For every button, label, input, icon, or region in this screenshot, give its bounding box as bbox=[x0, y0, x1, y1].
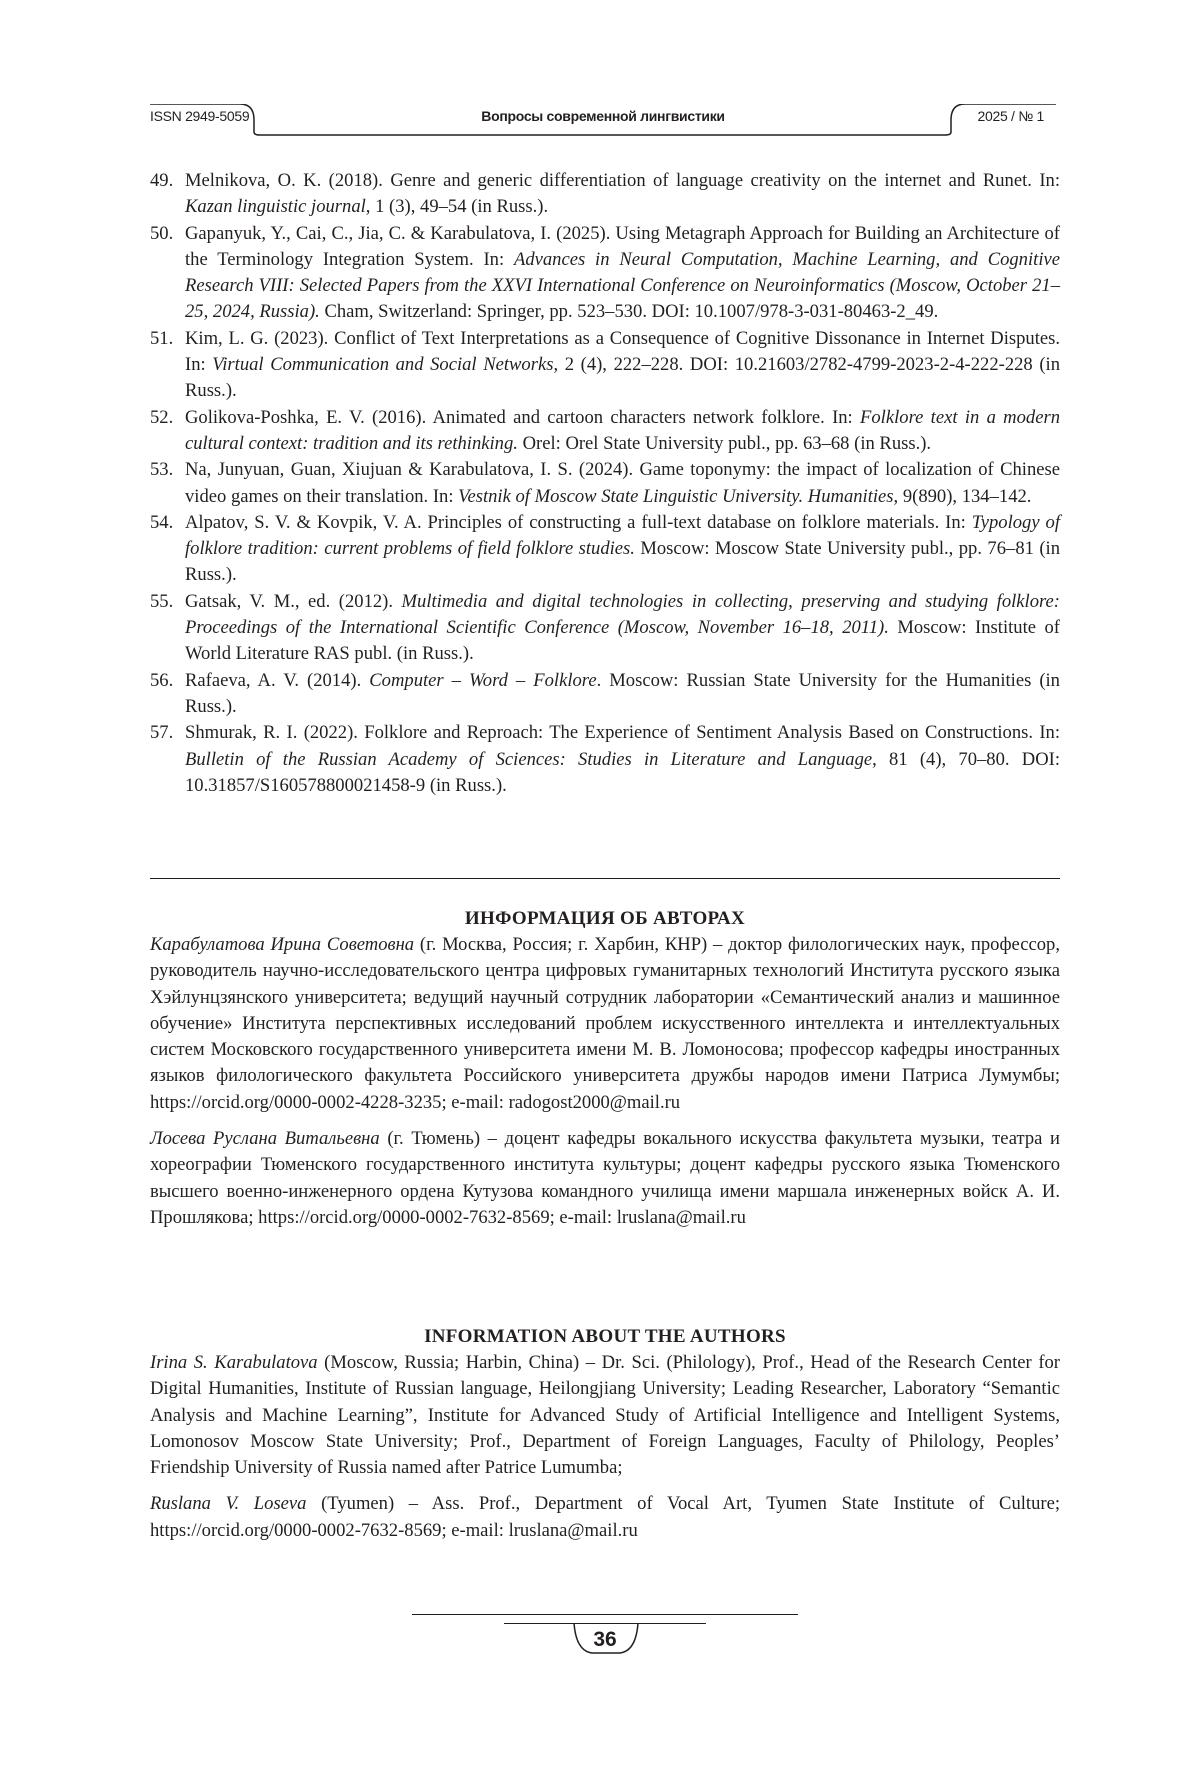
reference-text: Moscow: Institute of World Literature RAS publ. (in Russ.). bbox=[185, 617, 1060, 665]
reference-number: 54. bbox=[150, 511, 174, 533]
reference-text: Gatsak, V. M., ed. (2012). bbox=[185, 590, 402, 612]
section-title-ru: ИНФОРМАЦИЯ ОБ АВТОРАХ bbox=[464, 908, 746, 929]
reference-item bbox=[150, 326, 1060, 405]
reference-text: Kim, L. G. (2023). Conflict of Text Interpretations as a Consequence of Cognitive Dissonance in Internet Disputes. In: bbox=[185, 327, 1060, 376]
authors-ru-entries bbox=[150, 932, 1060, 1231]
reference-item bbox=[150, 405, 1060, 458]
journal-title: Вопросы современной лингвистики bbox=[481, 108, 725, 124]
reference-item bbox=[150, 168, 1060, 221]
reference-text: Alpatov, S. V. & Kovpik, V. A. Principles of constructing a full-text database on folklore materials. In: bbox=[185, 511, 972, 533]
author-details: (г. Москва, Россия; г. Харбин, КНР) – доктор филологических наук, профессор, руководитель научно-исследовательского центра цифровых гуманитарных технологий Института русского языка Хэйлунцзянского университета; ведущий научный сотрудник лаборатории «Семантический анализ и машинное обучение» Института перспективных исследований проблем искусственного интеллекта и интеллектуальных систем Московского государственного университета имени М. В. Ломоносова; профессор кафедры иностранных языков филологического факультета Российского университета дружбы народов имени Патриса Лумумбы; https://orcid.org/0000-0002-4228-3235; e-mail: radogost2000@mail.ru bbox=[150, 934, 1060, 1113]
page-number: 36 bbox=[593, 1628, 617, 1651]
reference-number: 51. bbox=[150, 327, 174, 349]
reference-item bbox=[150, 221, 1060, 326]
authors-info-ru bbox=[150, 906, 1060, 1241]
reference-source-title: Kazan linguistic journal bbox=[185, 196, 366, 218]
reference-source-title: Virtual Communication and Social Networks bbox=[212, 354, 554, 376]
reference-number: 53. bbox=[150, 459, 174, 481]
reference-source-title: Multimedia and digital technologies in collecting, preserving and studying folklore: Proceedings of the International Scientific Conference (Moscow, November 16–18, 2011). bbox=[185, 590, 1060, 639]
reference-text: Shmurak, R. I. (2022). Folklore and Reproach: The Experience of Sentiment Analysis Based on Constructions. In: bbox=[185, 722, 1060, 744]
running-header bbox=[150, 104, 1056, 136]
reference-text: Rafaeva, A. V. (2014). bbox=[185, 669, 370, 691]
author-name: Irina S. Karabulatova bbox=[150, 1352, 318, 1373]
issue-number: 2025 / № 1 bbox=[977, 108, 1044, 124]
reference-item bbox=[150, 720, 1060, 799]
reference-text: Orel: Orel State University publ., pp. 63–68 (in Russ.). bbox=[517, 432, 932, 454]
author-name: Карабулатова Ирина Советовна bbox=[150, 934, 415, 955]
reference-source-title: Computer – Word – Folklore bbox=[369, 669, 597, 691]
author-name: Лосева Руслана Витальевна bbox=[150, 1128, 380, 1150]
reference-item bbox=[150, 457, 1060, 510]
reference-text: . Moscow: Russian State University for the Humanities (in Russ.). bbox=[185, 669, 1060, 717]
reference-text: Na, Junyuan, Guan, Xiujuan & Karabulatova, I. S. (2024). Game toponymy: the impact of localization of Chinese video games on their translation. In: bbox=[185, 459, 1060, 507]
reference-text: , 81 (4), 70–80. DOI: 10.31857/S160578800021458-9 (in Russ.). bbox=[185, 748, 1060, 796]
reference-source-title: Folklore text in a modern cultural context: tradition and its rethinking. bbox=[185, 406, 1060, 454]
author-name: Ruslana V. Loseva bbox=[150, 1493, 307, 1515]
reference-number: 49. bbox=[150, 170, 174, 191]
section-title-en: INFORMATION ABOUT THE AUTHORS bbox=[424, 1326, 786, 1347]
reference-source-title: Vestnik of Moscow State Linguistic University. Humanities bbox=[458, 485, 894, 507]
author-entry bbox=[150, 1491, 1060, 1544]
reference-text: Cham, Switzerland: Springer, pp. 523–530. DOI: 10.1007/978-3-031-80463-2_49. bbox=[319, 301, 939, 323]
author-details: (Moscow, Russia; Harbin, China) – Dr. Sci. (Philology), Prof., Head of the Research Center for Digital Humanities, Institute of Russian language, Heilongjiang University; Leading Researcher, Laboratory “Semantic Analysis and Machine Learning”, Institute for Advanced Study of Artificial Intelligence and Intelligent Systems, Lomonosov Moscow State University; Prof., Department of Foreign Languages, Faculty of Philology, Peoples’ Friendship University of Russia named after Patrice Lumumba; bbox=[150, 1352, 1060, 1479]
reference-number: 57. bbox=[150, 722, 174, 744]
reference-source-title: Advances in Neural Computation, Machine Learning, and Cognitive Research VIII: Selected Papers from the XXVI International Conference on Neuroinformatics (Moscow, October 21–25, 2024, Russia). bbox=[185, 248, 1060, 323]
reference-source-title: Typology of folklore tradition: current problems of field folklore studies. bbox=[185, 511, 1061, 560]
author-entry bbox=[150, 1126, 1060, 1231]
reference-item bbox=[150, 510, 1060, 589]
reference-text: , 2 (4), 222–228. DOI: 10.21603/2782-4799-2023-2-4-222-228 (in Russ.). bbox=[185, 354, 1060, 402]
reference-number: 52. bbox=[150, 406, 174, 428]
reference-item bbox=[150, 589, 1060, 668]
reference-text: Melnikova, O. K. (2018). Genre and generic differentiation of language creativity on the internet and Runet. In: bbox=[185, 170, 1060, 191]
reference-number: 55. bbox=[150, 590, 174, 612]
reference-text: , 1 (3), 49–54 (in Russ.). bbox=[365, 196, 549, 218]
reference-text: Golikova-Poshka, E. V. (2016). Animated and cartoon characters network folklore. In: bbox=[185, 406, 861, 428]
reference-text: Gapanyuk, Y., Cai, C., Jia, C. & Karabulatova, I. (2025). Using Metagraph Approach for Building an Architecture of the Terminology Integration System. In: bbox=[185, 222, 1060, 270]
section-divider bbox=[150, 878, 1060, 879]
issn: ISSN 2949-5059 bbox=[150, 108, 250, 124]
authors-en-entries bbox=[150, 1350, 1060, 1544]
reference-item bbox=[150, 668, 1060, 721]
reference-text: Moscow: Moscow State University publ., pp. 76–81 (in Russ.). bbox=[185, 538, 1060, 586]
author-entry bbox=[150, 1350, 1060, 1481]
reference-source-title: Bulletin of the Russian Academy of Sciences: Studies in Literature and Language bbox=[185, 748, 873, 770]
author-entry bbox=[150, 932, 1060, 1116]
authors-info-en bbox=[150, 1324, 1060, 1554]
reference-number: 56. bbox=[150, 669, 174, 691]
author-details: (г. Тюмень) – доцент кафедры вокального искусства факультета музыки, театра и хореографии Тюменского государственного института культуры; доцент кафедры русского языка Тюменского высшего военно-инженерного ордена Кутузова командного училища имени маршала инженерных войск А. И. Прошлякова; https://orcid.org/0000-0002-7632-8569; e-mail: lruslana@mail.ru bbox=[150, 1128, 1061, 1228]
reference-number: 50. bbox=[150, 222, 174, 244]
reference-text: , 9(890), 134–142. bbox=[893, 485, 1032, 507]
author-details: (Tyumen) – Ass. Prof., Department of Vocal Art, Tyumen State Institute of Culture; https://orcid.org/0000-0002-7632-8569; e-mail: lruslana@mail.ru bbox=[150, 1493, 1060, 1541]
footer-rule-top bbox=[412, 1614, 798, 1615]
reference-list bbox=[150, 168, 1060, 799]
